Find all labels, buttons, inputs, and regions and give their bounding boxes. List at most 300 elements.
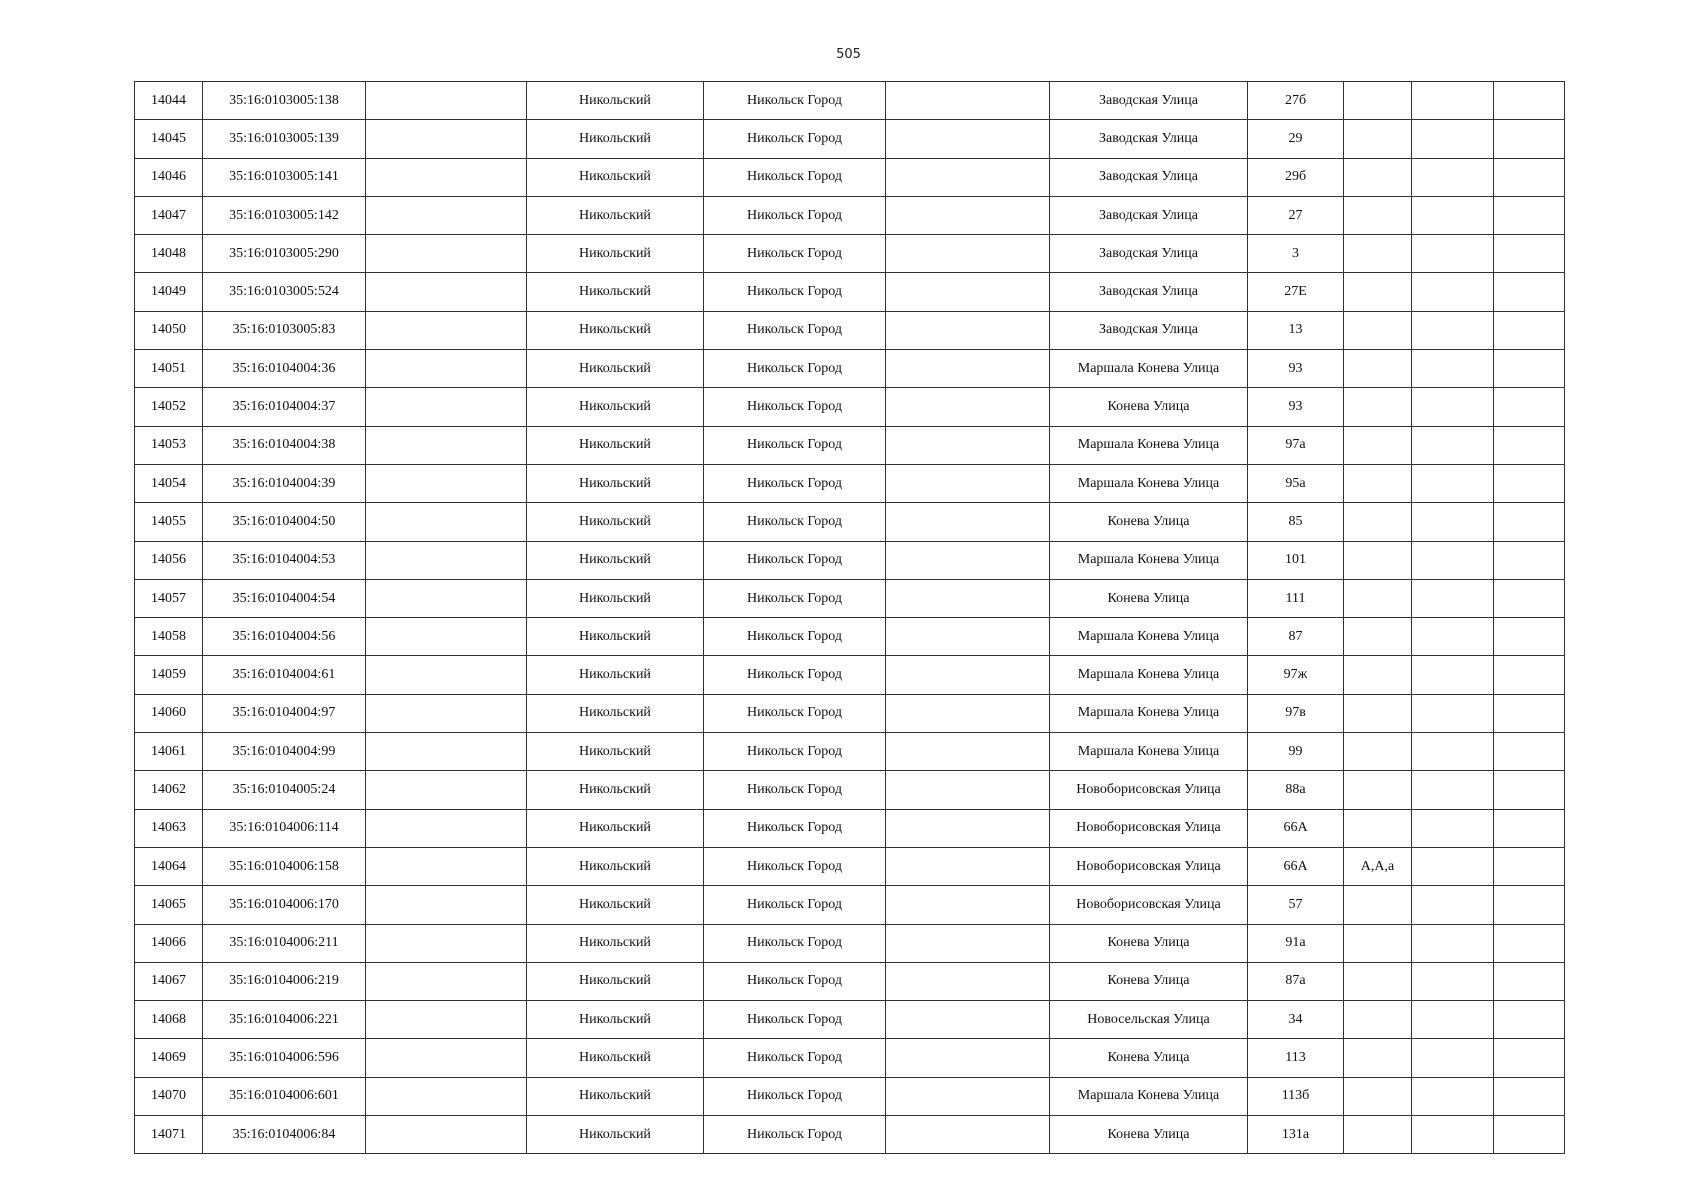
table-row (135, 273, 1565, 311)
house-number-cell: 66А (1248, 847, 1344, 885)
empty-cell (1412, 886, 1494, 924)
building-cell (1344, 886, 1412, 924)
empty-cell (1412, 388, 1494, 426)
empty-cell (1412, 120, 1494, 158)
cadastral-number-cell: 35:16:0103005:83 (203, 311, 366, 349)
empty-cell (1494, 771, 1565, 809)
street-cell: Новоборисовская Улица (1050, 809, 1248, 847)
street-cell: Заводская Улица (1050, 311, 1248, 349)
empty-cell (1494, 1077, 1565, 1115)
city-cell: Никольск Город (704, 426, 886, 464)
city-cell: Никольск Город (704, 847, 886, 885)
empty-cell (366, 809, 527, 847)
row-number-cell: 14057 (135, 579, 203, 617)
cadastral-number-cell: 35:16:0104004:53 (203, 541, 366, 579)
house-number-cell: 27б (1248, 82, 1344, 120)
table-row (135, 311, 1565, 349)
street-cell: Новоборисовская Улица (1050, 771, 1248, 809)
house-number-cell: 91а (1248, 924, 1344, 962)
empty-cell (886, 388, 1050, 426)
cadastral-number-cell: 35:16:0104006:158 (203, 847, 366, 885)
city-cell: Никольск Город (704, 1077, 886, 1115)
street-cell: Маршала Конева Улица (1050, 350, 1248, 388)
building-cell (1344, 924, 1412, 962)
street-cell: Заводская Улица (1050, 235, 1248, 273)
empty-cell (1494, 847, 1565, 885)
row-number-cell: 14064 (135, 847, 203, 885)
city-cell: Никольск Город (704, 196, 886, 234)
row-number-cell: 14053 (135, 426, 203, 464)
district-cell: Никольский (527, 503, 704, 541)
empty-cell (886, 771, 1050, 809)
empty-cell (886, 733, 1050, 771)
cadastral-number-cell: 35:16:0104006:601 (203, 1077, 366, 1115)
empty-cell (886, 656, 1050, 694)
street-cell: Маршала Конева Улица (1050, 618, 1248, 656)
empty-cell (1494, 426, 1565, 464)
cadastral-number-cell: 35:16:0103005:290 (203, 235, 366, 273)
empty-cell (366, 847, 527, 885)
empty-cell (366, 235, 527, 273)
empty-cell (1494, 618, 1565, 656)
building-cell (1344, 120, 1412, 158)
building-cell (1344, 426, 1412, 464)
empty-cell (366, 196, 527, 234)
table-row (135, 1077, 1565, 1115)
empty-cell (1412, 311, 1494, 349)
house-number-cell: 111 (1248, 579, 1344, 617)
empty-cell (366, 82, 527, 120)
district-cell: Никольский (527, 196, 704, 234)
city-cell: Никольск Город (704, 158, 886, 196)
empty-cell (886, 579, 1050, 617)
cadastral-number-cell: 35:16:0103005:142 (203, 196, 366, 234)
building-cell (1344, 196, 1412, 234)
empty-cell (886, 1039, 1050, 1077)
empty-cell (1494, 350, 1565, 388)
empty-cell (1494, 388, 1565, 426)
empty-cell (1412, 350, 1494, 388)
row-number-cell: 14050 (135, 311, 203, 349)
empty-cell (1494, 273, 1565, 311)
empty-cell (1412, 809, 1494, 847)
row-number-cell: 14068 (135, 1001, 203, 1039)
empty-cell (1412, 464, 1494, 502)
empty-cell (886, 924, 1050, 962)
empty-cell (366, 1077, 527, 1115)
cadastral-number-cell: 35:16:0104004:37 (203, 388, 366, 426)
district-cell: Никольский (527, 809, 704, 847)
city-cell: Никольск Город (704, 541, 886, 579)
registry-sheet (134, 81, 1564, 1154)
district-cell: Никольский (527, 962, 704, 1000)
row-number-cell: 14065 (135, 886, 203, 924)
row-number-cell: 14062 (135, 771, 203, 809)
street-cell: Маршала Конева Улица (1050, 694, 1248, 732)
building-cell (1344, 541, 1412, 579)
empty-cell (1494, 235, 1565, 273)
empty-cell (1494, 886, 1565, 924)
empty-cell (366, 388, 527, 426)
empty-cell (366, 771, 527, 809)
district-cell: Никольский (527, 1077, 704, 1115)
house-number-cell: 93 (1248, 388, 1344, 426)
house-number-cell: 87 (1248, 618, 1344, 656)
table-row (135, 120, 1565, 158)
table-row (135, 733, 1565, 771)
empty-cell (886, 503, 1050, 541)
cadastral-number-cell: 35:16:0103005:141 (203, 158, 366, 196)
district-cell: Никольский (527, 579, 704, 617)
house-number-cell: 27 (1248, 196, 1344, 234)
building-cell (1344, 1001, 1412, 1039)
empty-cell (366, 694, 527, 732)
empty-cell (886, 962, 1050, 1000)
city-cell: Никольск Город (704, 694, 886, 732)
district-cell: Никольский (527, 924, 704, 962)
table-row (135, 464, 1565, 502)
empty-cell (1494, 311, 1565, 349)
house-number-cell: 95а (1248, 464, 1344, 502)
empty-cell (886, 82, 1050, 120)
empty-cell (1494, 733, 1565, 771)
street-cell: Новоборисовская Улица (1050, 886, 1248, 924)
cadastral-number-cell: 35:16:0104006:114 (203, 809, 366, 847)
table-row (135, 694, 1565, 732)
city-cell: Никольск Город (704, 771, 886, 809)
district-cell: Никольский (527, 82, 704, 120)
table-row (135, 82, 1565, 120)
building-cell (1344, 388, 1412, 426)
street-cell: Конева Улица (1050, 1116, 1248, 1154)
city-cell: Никольск Город (704, 733, 886, 771)
empty-cell (366, 158, 527, 196)
cadastral-number-cell: 35:16:0104004:38 (203, 426, 366, 464)
district-cell: Никольский (527, 235, 704, 273)
building-cell (1344, 1077, 1412, 1115)
empty-cell (1494, 196, 1565, 234)
empty-cell (1412, 158, 1494, 196)
empty-cell (1412, 235, 1494, 273)
cadastral-number-cell: 35:16:0103005:139 (203, 120, 366, 158)
city-cell: Никольск Город (704, 464, 886, 502)
empty-cell (1412, 82, 1494, 120)
house-number-cell: 34 (1248, 1001, 1344, 1039)
row-number-cell: 14048 (135, 235, 203, 273)
cadastral-number-cell: 35:16:0104004:99 (203, 733, 366, 771)
empty-cell (366, 656, 527, 694)
empty-cell (366, 311, 527, 349)
city-cell: Никольск Город (704, 1039, 886, 1077)
house-number-cell: 113 (1248, 1039, 1344, 1077)
row-number-cell: 14066 (135, 924, 203, 962)
cadastral-number-cell: 35:16:0104004:36 (203, 350, 366, 388)
empty-cell (886, 618, 1050, 656)
house-number-cell: 29б (1248, 158, 1344, 196)
cadastral-number-cell: 35:16:0104004:50 (203, 503, 366, 541)
table-row (135, 158, 1565, 196)
empty-cell (1494, 809, 1565, 847)
house-number-cell: 27Е (1248, 273, 1344, 311)
table-row (135, 1001, 1565, 1039)
empty-cell (886, 1116, 1050, 1154)
empty-cell (1494, 579, 1565, 617)
city-cell: Никольск Город (704, 82, 886, 120)
city-cell: Никольск Город (704, 350, 886, 388)
street-cell: Маршала Конева Улица (1050, 541, 1248, 579)
cadastral-number-cell: 35:16:0104004:56 (203, 618, 366, 656)
empty-cell (1412, 1001, 1494, 1039)
city-cell: Никольск Город (704, 503, 886, 541)
street-cell: Заводская Улица (1050, 120, 1248, 158)
empty-cell (366, 962, 527, 1000)
city-cell: Никольск Город (704, 962, 886, 1000)
empty-cell (886, 196, 1050, 234)
city-cell: Никольск Город (704, 311, 886, 349)
cadastral-number-cell: 35:16:0104006:219 (203, 962, 366, 1000)
table-row (135, 579, 1565, 617)
empty-cell (886, 694, 1050, 732)
row-number-cell: 14070 (135, 1077, 203, 1115)
city-cell: Никольск Город (704, 618, 886, 656)
city-cell: Никольск Город (704, 809, 886, 847)
table-row (135, 771, 1565, 809)
row-number-cell: 14061 (135, 733, 203, 771)
building-cell (1344, 656, 1412, 694)
empty-cell (886, 847, 1050, 885)
empty-cell (886, 886, 1050, 924)
building-cell (1344, 464, 1412, 502)
building-cell (1344, 273, 1412, 311)
empty-cell (1412, 962, 1494, 1000)
row-number-cell: 14045 (135, 120, 203, 158)
street-cell: Конева Улица (1050, 924, 1248, 962)
empty-cell (1412, 733, 1494, 771)
page-number: 505 (836, 47, 861, 62)
house-number-cell: 66А (1248, 809, 1344, 847)
row-number-cell: 14067 (135, 962, 203, 1000)
empty-cell (886, 1001, 1050, 1039)
row-number-cell: 14058 (135, 618, 203, 656)
table-row (135, 196, 1565, 234)
house-number-cell: 88а (1248, 771, 1344, 809)
house-number-cell: 13 (1248, 311, 1344, 349)
building-cell (1344, 694, 1412, 732)
table-row (135, 235, 1565, 273)
district-cell: Никольский (527, 1039, 704, 1077)
row-number-cell: 14049 (135, 273, 203, 311)
district-cell: Никольский (527, 656, 704, 694)
house-number-cell: 97в (1248, 694, 1344, 732)
empty-cell (886, 1077, 1050, 1115)
street-cell: Конева Улица (1050, 1039, 1248, 1077)
district-cell: Никольский (527, 158, 704, 196)
cadastral-number-cell: 35:16:0104006:596 (203, 1039, 366, 1077)
table-row (135, 426, 1565, 464)
district-cell: Никольский (527, 1116, 704, 1154)
empty-cell (886, 541, 1050, 579)
empty-cell (1412, 426, 1494, 464)
house-number-cell: 87а (1248, 962, 1344, 1000)
table-row (135, 350, 1565, 388)
empty-cell (1412, 656, 1494, 694)
table-row (135, 541, 1565, 579)
empty-cell (1494, 1116, 1565, 1154)
building-cell (1344, 733, 1412, 771)
empty-cell (886, 311, 1050, 349)
street-cell: Заводская Улица (1050, 82, 1248, 120)
empty-cell (1412, 847, 1494, 885)
house-number-cell: 29 (1248, 120, 1344, 158)
row-number-cell: 14046 (135, 158, 203, 196)
building-cell (1344, 809, 1412, 847)
registry-table (134, 81, 1565, 1154)
cadastral-number-cell: 35:16:0104006:84 (203, 1116, 366, 1154)
district-cell: Никольский (527, 886, 704, 924)
empty-cell (366, 464, 527, 502)
street-cell: Новосельская Улица (1050, 1001, 1248, 1039)
empty-cell (1412, 618, 1494, 656)
street-cell: Конева Улица (1050, 579, 1248, 617)
table-row (135, 1116, 1565, 1154)
registry-body (135, 82, 1565, 1154)
empty-cell (366, 1116, 527, 1154)
district-cell: Никольский (527, 273, 704, 311)
house-number-cell: 57 (1248, 886, 1344, 924)
empty-cell (1494, 962, 1565, 1000)
city-cell: Никольск Город (704, 924, 886, 962)
street-cell: Маршала Конева Улица (1050, 1077, 1248, 1115)
empty-cell (1494, 924, 1565, 962)
empty-cell (1412, 924, 1494, 962)
empty-cell (366, 273, 527, 311)
street-cell: Заводская Улица (1050, 273, 1248, 311)
empty-cell (1412, 1077, 1494, 1115)
empty-cell (366, 426, 527, 464)
cadastral-number-cell: 35:16:0104006:221 (203, 1001, 366, 1039)
row-number-cell: 14047 (135, 196, 203, 234)
district-cell: Никольский (527, 618, 704, 656)
district-cell: Никольский (527, 771, 704, 809)
empty-cell (1494, 694, 1565, 732)
table-row (135, 656, 1565, 694)
empty-cell (366, 503, 527, 541)
house-number-cell: 97а (1248, 426, 1344, 464)
cadastral-number-cell: 35:16:0103005:524 (203, 273, 366, 311)
district-cell: Никольский (527, 847, 704, 885)
building-cell (1344, 82, 1412, 120)
district-cell: Никольский (527, 464, 704, 502)
table-row (135, 886, 1565, 924)
empty-cell (366, 1001, 527, 1039)
house-number-cell: 85 (1248, 503, 1344, 541)
street-cell: Маршала Конева Улица (1050, 426, 1248, 464)
row-number-cell: 14069 (135, 1039, 203, 1077)
building-cell (1344, 579, 1412, 617)
empty-cell (1494, 464, 1565, 502)
street-cell: Новоборисовская Улица (1050, 847, 1248, 885)
table-row (135, 962, 1565, 1000)
empty-cell (1494, 656, 1565, 694)
district-cell: Никольский (527, 311, 704, 349)
cadastral-number-cell: 35:16:0104004:97 (203, 694, 366, 732)
table-row (135, 388, 1565, 426)
city-cell: Никольск Город (704, 1001, 886, 1039)
building-cell (1344, 235, 1412, 273)
table-row (135, 924, 1565, 962)
row-number-cell: 14063 (135, 809, 203, 847)
empty-cell (1494, 158, 1565, 196)
empty-cell (1494, 1001, 1565, 1039)
house-number-cell: 101 (1248, 541, 1344, 579)
row-number-cell: 14054 (135, 464, 203, 502)
empty-cell (886, 235, 1050, 273)
district-cell: Никольский (527, 1001, 704, 1039)
empty-cell (1412, 579, 1494, 617)
city-cell: Никольск Город (704, 388, 886, 426)
empty-cell (1494, 82, 1565, 120)
row-number-cell: 14059 (135, 656, 203, 694)
district-cell: Никольский (527, 120, 704, 158)
building-cell (1344, 771, 1412, 809)
district-cell: Никольский (527, 694, 704, 732)
street-cell: Конева Улица (1050, 962, 1248, 1000)
house-number-cell: 113б (1248, 1077, 1344, 1115)
table-row (135, 809, 1565, 847)
empty-cell (886, 350, 1050, 388)
building-cell (1344, 158, 1412, 196)
empty-cell (366, 541, 527, 579)
city-cell: Никольск Город (704, 579, 886, 617)
street-cell: Конева Улица (1050, 503, 1248, 541)
street-cell: Конева Улица (1050, 388, 1248, 426)
empty-cell (1494, 120, 1565, 158)
empty-cell (1412, 771, 1494, 809)
row-number-cell: 14052 (135, 388, 203, 426)
city-cell: Никольск Город (704, 273, 886, 311)
cadastral-number-cell: 35:16:0104006:211 (203, 924, 366, 962)
building-cell (1344, 618, 1412, 656)
district-cell: Никольский (527, 350, 704, 388)
table-row (135, 847, 1565, 885)
city-cell: Никольск Город (704, 1116, 886, 1154)
street-cell: Заводская Улица (1050, 196, 1248, 234)
cadastral-number-cell: 35:16:0103005:138 (203, 82, 366, 120)
building-cell (1344, 1039, 1412, 1077)
empty-cell (1494, 503, 1565, 541)
building-cell (1344, 350, 1412, 388)
table-row (135, 1039, 1565, 1077)
street-cell: Маршала Конева Улица (1050, 464, 1248, 502)
empty-cell (366, 120, 527, 158)
building-cell (1344, 311, 1412, 349)
empty-cell (886, 120, 1050, 158)
building-cell (1344, 503, 1412, 541)
empty-cell (886, 809, 1050, 847)
empty-cell (886, 273, 1050, 311)
district-cell: Никольский (527, 388, 704, 426)
row-number-cell: 14055 (135, 503, 203, 541)
cadastral-number-cell: 35:16:0104005:24 (203, 771, 366, 809)
house-number-cell: 93 (1248, 350, 1344, 388)
street-cell: Маршала Конева Улица (1050, 656, 1248, 694)
building-cell: А,А,а (1344, 847, 1412, 885)
city-cell: Никольск Город (704, 235, 886, 273)
house-number-cell: 97ж (1248, 656, 1344, 694)
table-row (135, 503, 1565, 541)
row-number-cell: 14044 (135, 82, 203, 120)
empty-cell (1412, 273, 1494, 311)
